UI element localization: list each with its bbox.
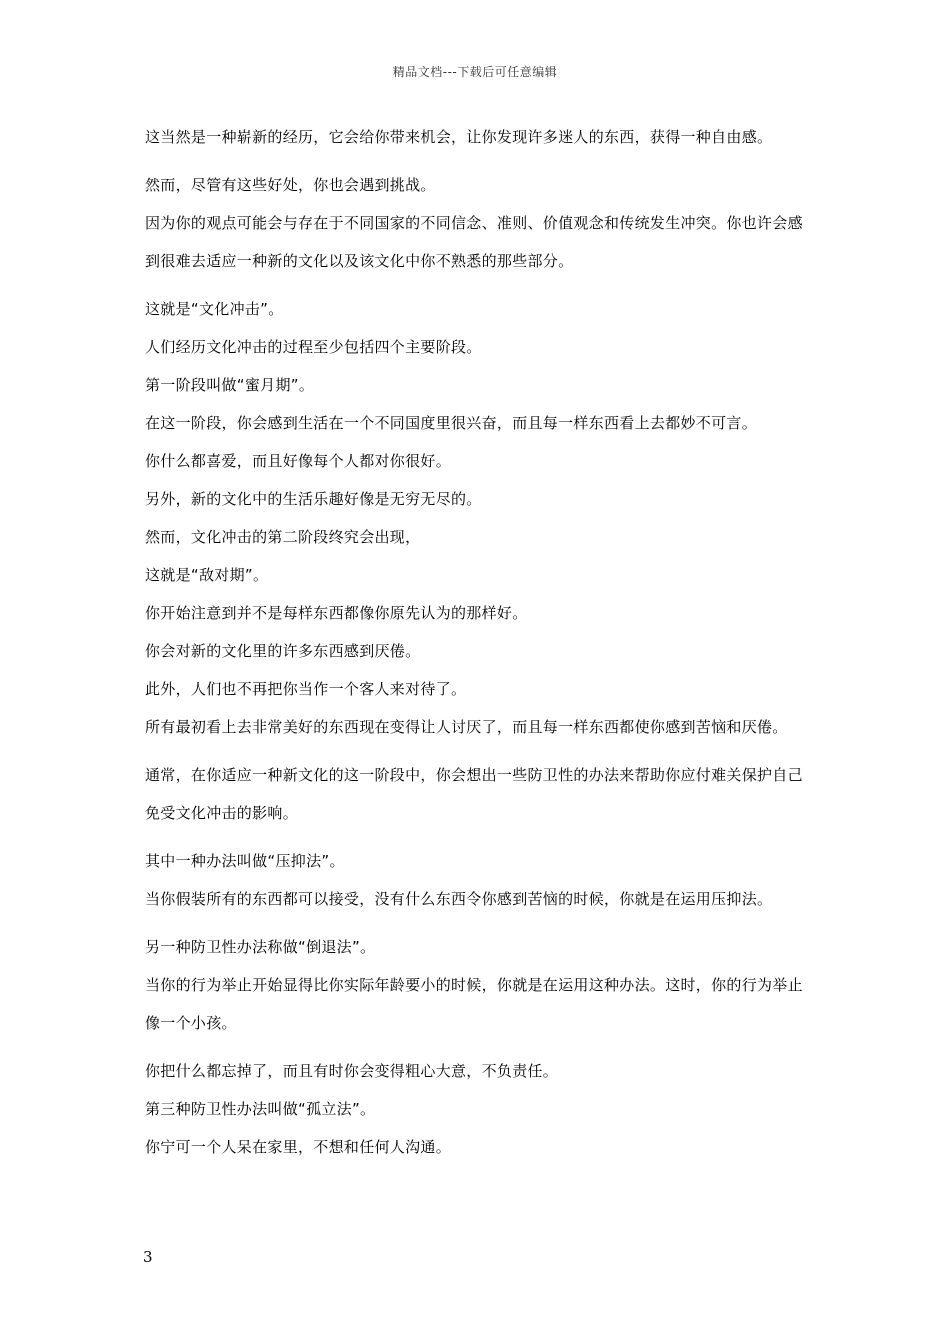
paragraph: 所有最初看上去非常美好的东西现在变得让人讨厌了，而且每一样东西都使你感到苦恼和厌倦。: [145, 718, 788, 736]
paragraph: 此外，人们也不再把你当作一个客人来对待了。: [145, 680, 467, 698]
paragraph: 当你假装所有的东西都可以接受，没有什么东西令你感到苦恼的时候，你就是在运用压抑法。: [145, 890, 773, 908]
paragraph: 第一阶段叫做“蜜月期”。: [145, 376, 315, 394]
paragraph: 另外，新的文化中的生活乐趣好像是无穷无尽的。: [145, 490, 482, 508]
paragraph: 你开始注意到并不是每样东西都像你原先认为的那样好。: [145, 604, 528, 622]
paragraph: 其中一种办法叫做“压抑法”。: [145, 852, 345, 870]
paragraph: 然而，文化冲击的第二阶段终究会出现，: [145, 528, 421, 546]
paragraph: 第三种防卫性办法叫做“孤立法”。: [145, 1100, 376, 1118]
paragraph: 在这一阶段，你会感到生活在一个不同国度里很兴奋，而且每一样东西看上去都妙不可言。: [145, 414, 758, 432]
paragraph: 你宁可一个人呆在家里，不想和任何人沟通。: [145, 1138, 452, 1156]
paragraph: 你把什么都忘掉了，而且有时你会变得粗心大意，不负责任。: [145, 1062, 559, 1080]
paragraph: 人们经历文化冲击的过程至少包括四个主要阶段。: [145, 338, 482, 356]
paragraph: 因为你的观点可能会与存在于不同国家的不同信念、准则、价值观念和传统发生冲突。你也许会感到很难去适应一种新的文化以及该文化中你不熟悉的那些部分。: [145, 214, 803, 270]
paragraph: 然而，尽管有这些好处，你也会遇到挑战。: [145, 176, 436, 194]
paragraph: 这当然是一种崭新的经历，它会给你带来机会，让你发现许多迷人的东西，获得一种自由感。: [145, 128, 773, 146]
paragraph: 另一种防卫性办法称做“倒退法”。: [145, 938, 376, 956]
paragraph: 你会对新的文化里的许多东西感到厌倦。: [145, 642, 421, 660]
paragraph: 你什么都喜爱，而且好像每个人都对你很好。: [145, 452, 452, 470]
paragraph: 当你的行为举止开始显得比你实际年龄要小的时候，你就是在运用这种办法。这时，你的行为举止像一个小孩。: [145, 976, 803, 1032]
paragraph: 这就是“文化冲击”。: [145, 300, 284, 318]
paragraph: 这就是“敌对期”。: [145, 566, 269, 584]
page-number: 3: [143, 1248, 153, 1266]
page-header: 精品文档---下载后可任意编辑: [392, 65, 558, 79]
document-body: [145, 118, 810, 1166]
paragraph: 通常，在你适应一种新文化的这一阶段中，你会想出一些防卫性的办法来帮助你应付难关保护自己免受文化冲击的影响。: [145, 766, 803, 822]
